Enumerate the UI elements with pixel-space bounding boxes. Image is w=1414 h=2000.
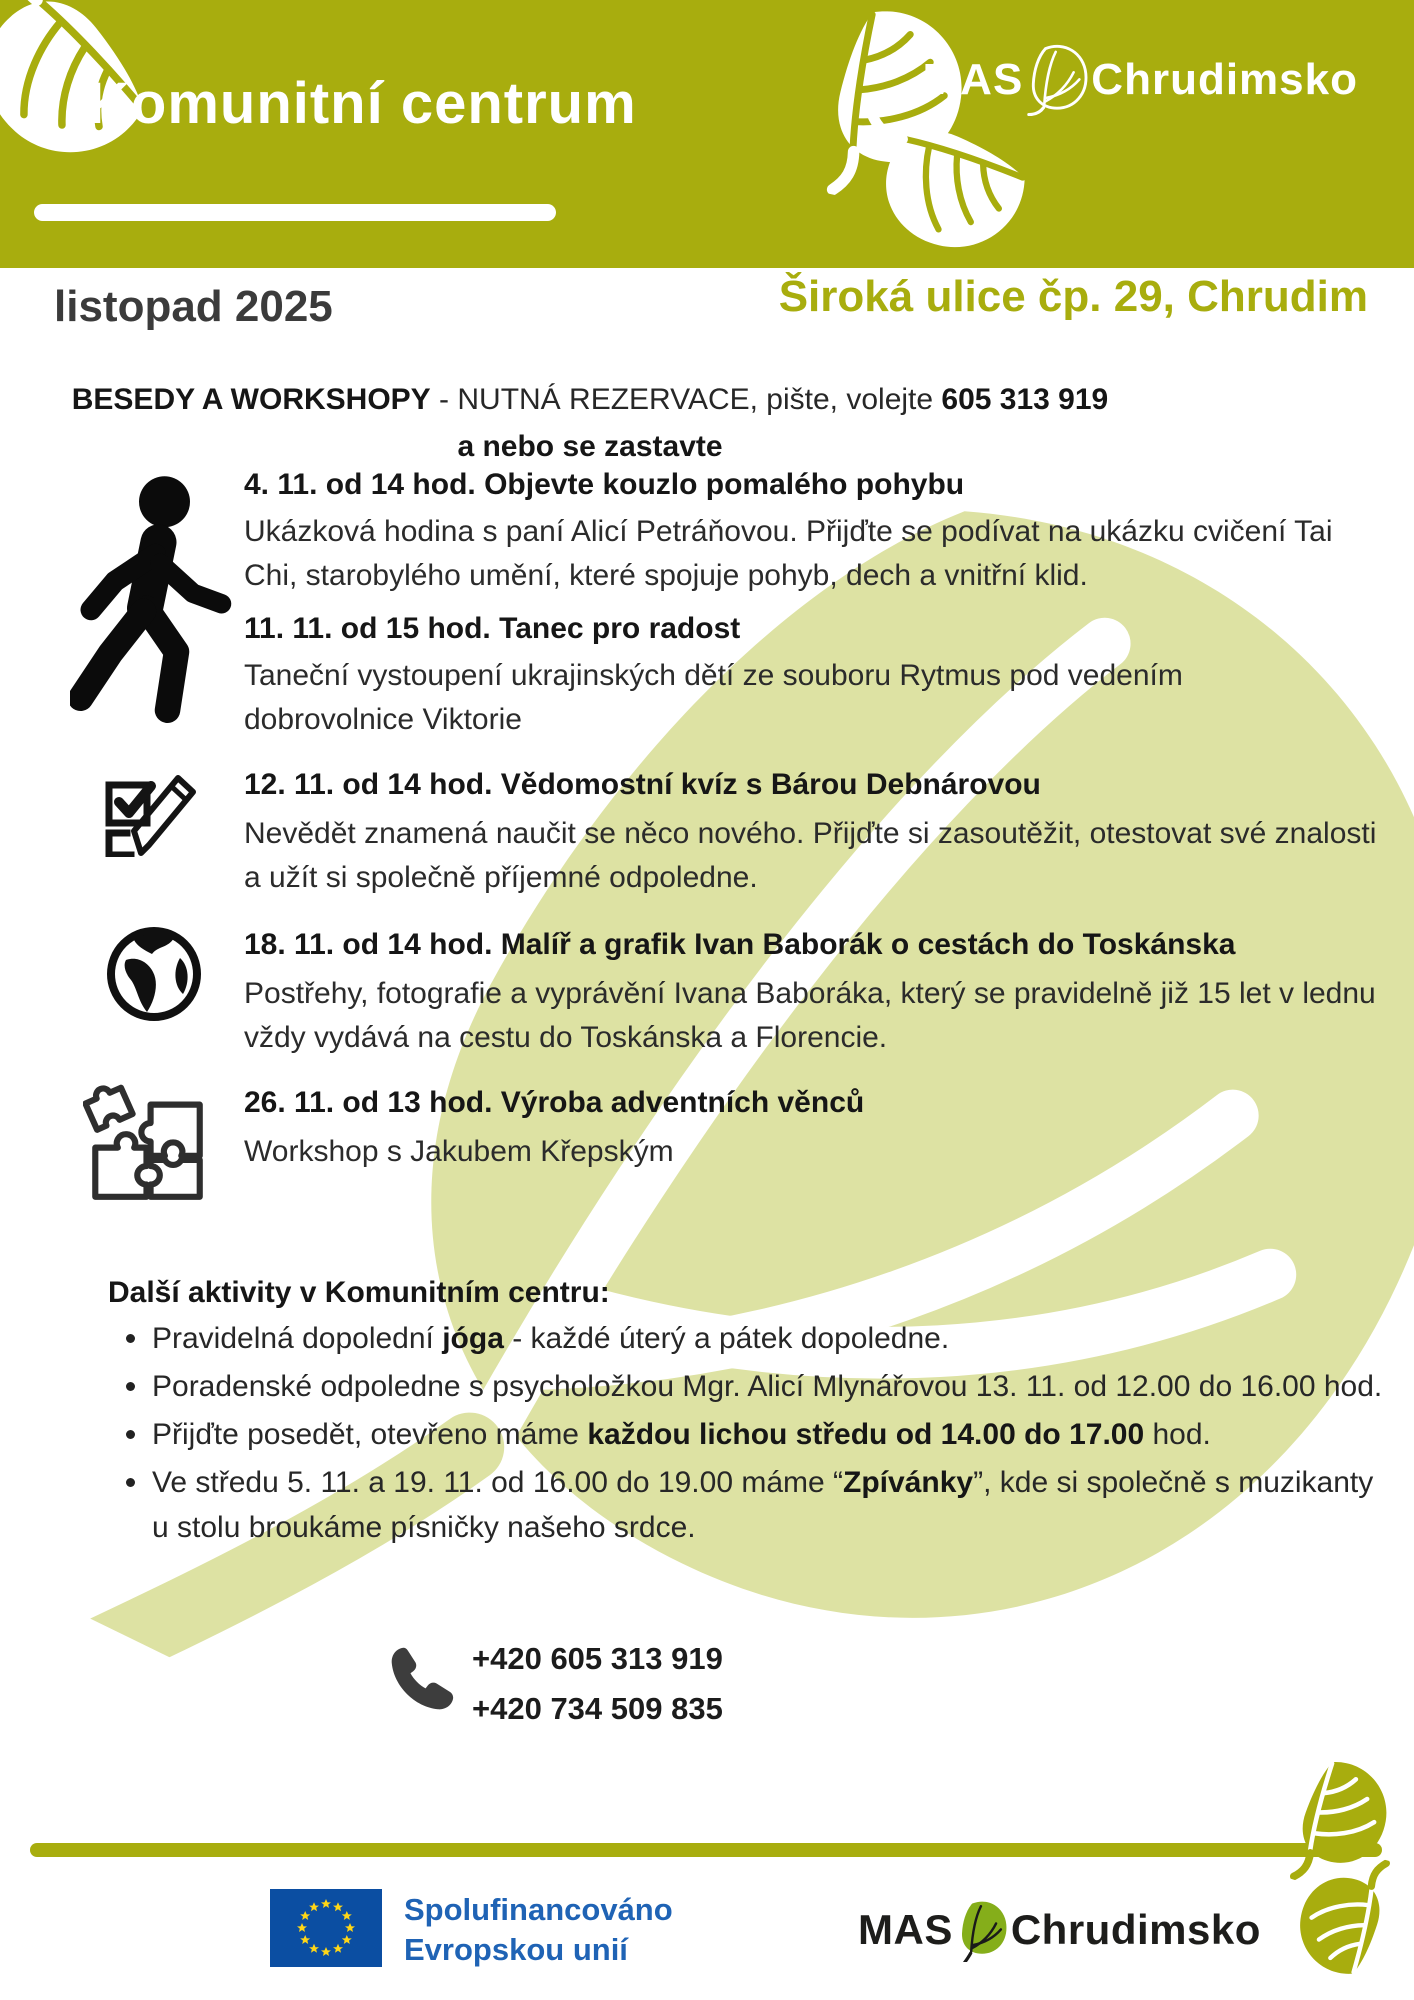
address: Široká ulice čp. 29, Chrudim (778, 272, 1368, 321)
list-item: Poradenské odpoledne s psycholožkou Mgr. Alicí Mlynářovou 13. 11. od 12.00 do 16.00 hod. (120, 1364, 1395, 1409)
globe-icon (104, 924, 204, 1024)
logo-mas-text: MAS (922, 55, 1024, 104)
mas-chrudimsko-footer-logo (858, 1898, 1261, 1962)
event-title: 18. 11. od 14 hod. Malíř a grafik Ivan Baborák o cestách do Toskánska (244, 928, 1236, 961)
leaf-icon (1025, 44, 1089, 116)
mas-chrudimsko-logo (923, 44, 1358, 116)
event-title: 11. 11. od 15 hod. Tanec pro radost (244, 612, 741, 645)
phone-icon (386, 1632, 458, 1726)
phone-number-1: +420 605 313 919 (472, 1641, 723, 1676)
footer-divider (30, 1843, 1382, 1857)
list-item: Přijďte posedět, otevřeno máme každou lichou středu od 14.00 do 17.00 hod. (120, 1412, 1395, 1457)
phone-number-2: +420 734 509 835 (472, 1691, 723, 1726)
eu-flag-icon (270, 1888, 382, 1968)
reservation-note (30, 376, 1150, 470)
page-title: Komunitní centrum (88, 71, 637, 136)
event-title: 12. 11. od 14 hod. Vědomostní kvíz s Bárou Debnárovou (244, 768, 1041, 801)
event-body: Postřehy, fotografie a vyprávění Ivana Baboráka, který se pravidelně již 15 let v lednu vždy vydává na cestu do Toskánska a Florencie. (244, 977, 1376, 1054)
event-title: 4. 11. od 14 hod. Objevte kouzlo pomalého pohybu (244, 468, 965, 501)
walking-person-icon (70, 470, 235, 733)
puzzle-icon (83, 1078, 211, 1206)
eu-cofunding-logo (270, 1888, 673, 1970)
logo-chrudimsko-text: Chrudimsko (1010, 1906, 1261, 1953)
activities-list (120, 1316, 1395, 1553)
event-body: Workshop s Jakubem Křepským (244, 1135, 674, 1168)
event-title: 26. 11. od 13 hod. Výroba adventních věnců (244, 1086, 865, 1119)
list-item: Pravidelná dopolední jóga - každé úterý a pátek dopoledne. (120, 1316, 1395, 1361)
leaf-icon (955, 1898, 1009, 1962)
header (0, 0, 1414, 268)
event-body: Taneční vystoupení ukrajinských dětí ze souboru Rytmus pod vedením dobrovolnice Viktorie (244, 659, 1183, 736)
logo-mas-text: MAS (858, 1906, 953, 1953)
reservation-line2: a nebo se zastavte (457, 430, 723, 463)
logo-chrudimsko-text: Chrudimsko (1091, 55, 1358, 104)
list-item: Ve středu 5. 11. a 19. 11. od 16.00 do 19.00 máme “Zpívánky”, kde si společně s muzikanty u stolu broukáme písničky našeho srdce. (120, 1460, 1395, 1550)
month-label: listopad 2025 (54, 282, 333, 331)
reservation-line1: BESEDY A WORKSHOPY - NUTNÁ REZERVACE, pište, volejte 605 313 919 (71, 383, 1109, 416)
activities-heading: Další aktivity v Komunitním centru: (108, 1276, 610, 1309)
eu-cofunding-text: Spolufinancováno Evropskou unií (404, 1892, 673, 1967)
event-body: Nevědět znamená naučit se něco nového. Přijďte si zasoutěžit, otestovat své znalosti a užít si společně příjemné odpoledne. (244, 817, 1377, 894)
event-body: Ukázková hodina s paní Alicí Petráňovou. Přijďte se podívat na ukázku cvičení Tai Chi, starobylého umění, které spojuje pohyb, dech a vnitřní klid. (244, 515, 1333, 592)
title-underline (34, 204, 556, 221)
phone-numbers (472, 1634, 723, 1734)
quiz-checklist-icon (97, 765, 207, 857)
